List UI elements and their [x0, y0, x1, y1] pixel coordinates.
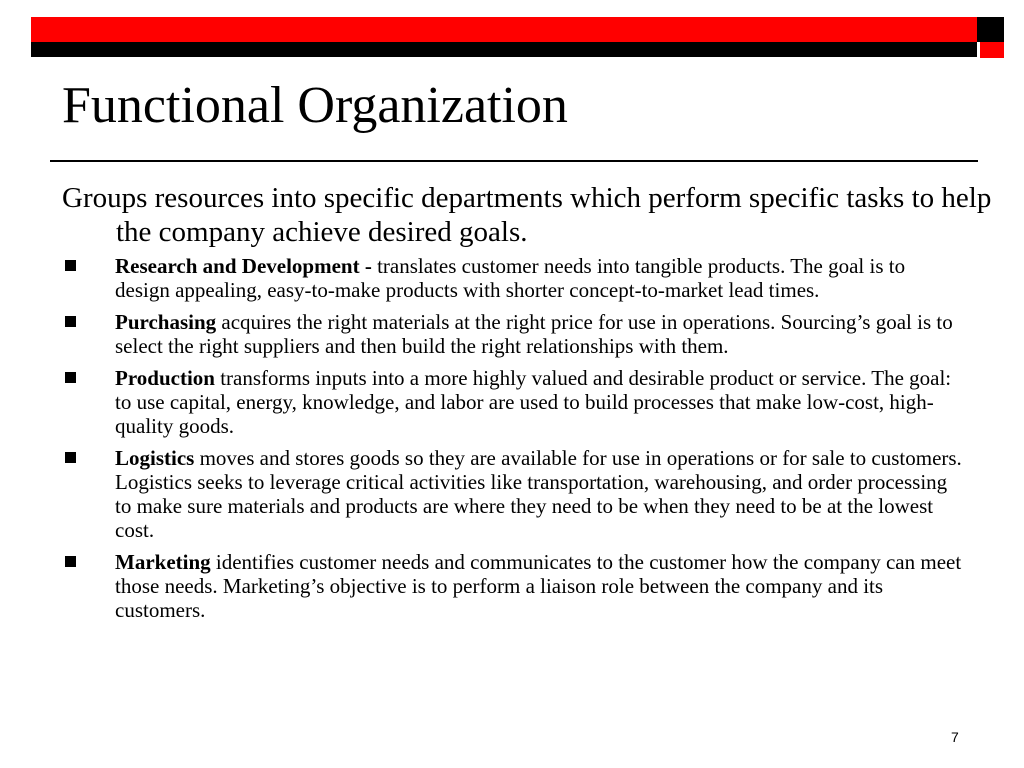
bullet-production [64, 366, 964, 438]
bullet-marketing [64, 550, 964, 622]
header-red-bar [31, 17, 977, 42]
bullet-term: Logistics [115, 446, 195, 470]
bullet-text: moves and stores goods so they are available for use in operations or for sale to customers. Logistics seeks to leverage critical activities like transportation, warehousing, and order processing to make sure materials and products are where they need to be when they need to be at the lowest cost. [115, 446, 962, 542]
header-black-bar [31, 42, 977, 57]
square-bullet-icon [65, 316, 76, 327]
header-red-square [980, 42, 1004, 58]
slide-title: Functional Organization [62, 77, 568, 134]
bullet-term: Purchasing [115, 310, 217, 334]
bullet-research-and-development [64, 254, 964, 302]
intro-paragraph: Groups resources into specific departments which perform specific tasks to help the company achieve desired goals. [62, 182, 992, 248]
bullet-text: transforms inputs into a more highly valued and desirable product or service. The goal: to use capital, energy, knowledge, and labor are used to build processes that make low-cost, high-quality goods. [115, 366, 952, 438]
bullet-text: translates customer needs into tangible products. The goal is to design appealing, easy-to-make products with shorter concept-to-market lead times. [115, 254, 906, 302]
square-bullet-icon [65, 372, 76, 383]
page-number: 7 [951, 729, 959, 745]
bullet-term: Marketing [115, 550, 211, 574]
bullet-term: Research and Development - [115, 254, 372, 278]
header-black-square [977, 17, 1004, 42]
bullet-logistics [64, 446, 964, 542]
square-bullet-icon [65, 452, 76, 463]
bullet-term: Production [115, 366, 215, 390]
bullet-text: acquires the right materials at the right price for use in operations. Sourcing’s goal is to select the right suppliers and then build the right relationships with them. [115, 310, 953, 358]
square-bullet-icon [65, 260, 76, 271]
title-divider [50, 160, 978, 162]
bullet-purchasing [64, 310, 964, 358]
bullet-list [64, 254, 964, 630]
bullet-text: identifies customer needs and communicates to the customer how the company can meet those needs. Marketing’s objective is to perform a liaison role between the company and its customers. [115, 550, 962, 622]
square-bullet-icon [65, 556, 76, 567]
